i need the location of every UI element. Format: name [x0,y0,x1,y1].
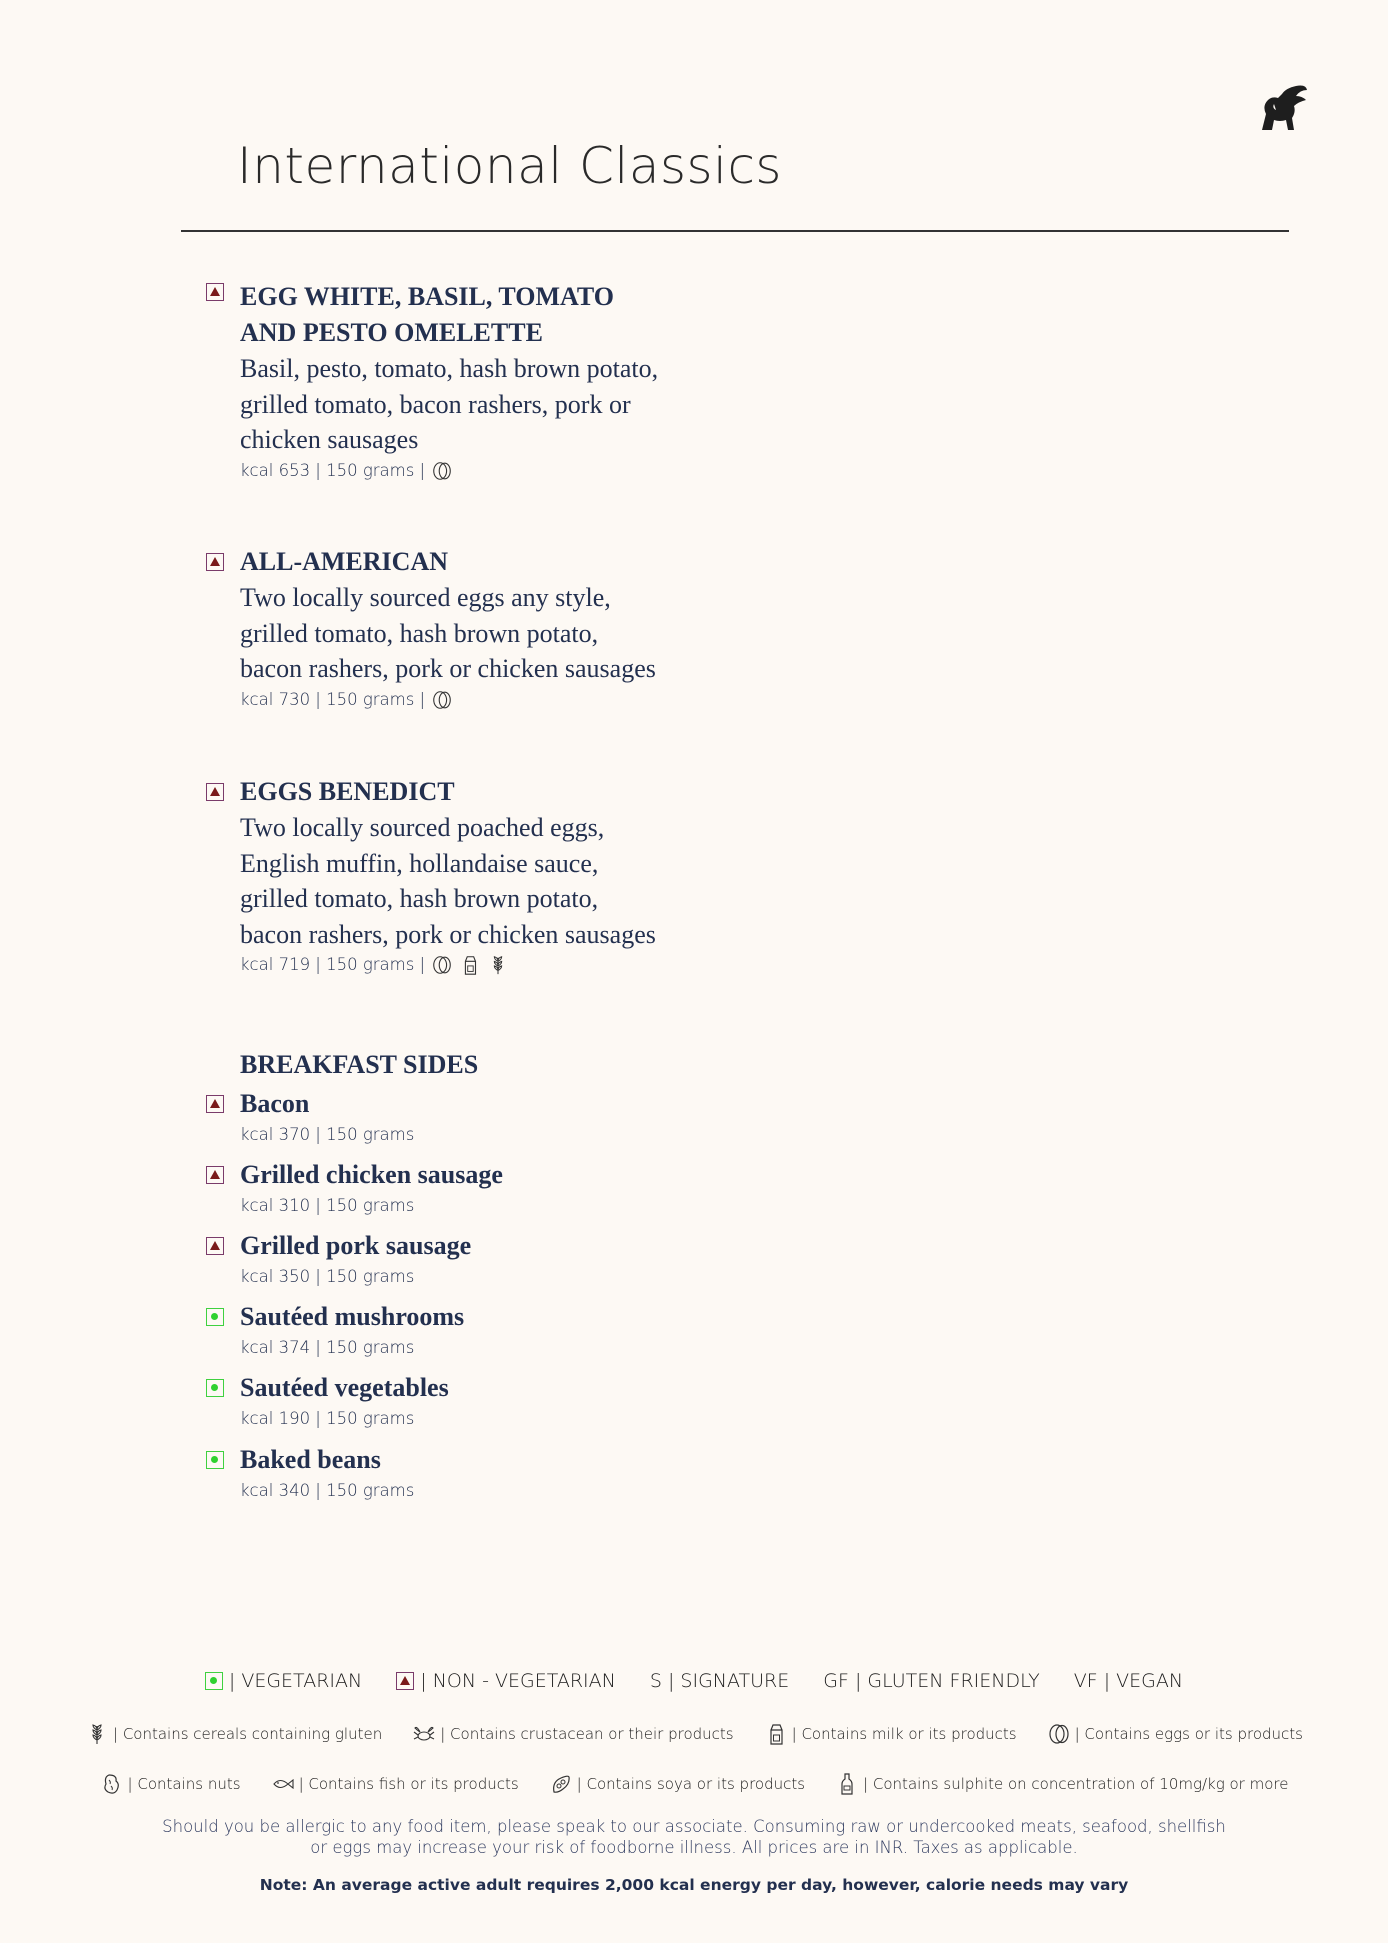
dish-item [206,774,806,978]
side-item: Baked beans kcal 340 | 150 grams [206,1443,706,1505]
calorie-note: Note: An average active adult requires 2,000 kcal energy per day, however, calorie needs may vary [259,1876,1129,1894]
veg-mark-icon [205,1672,223,1690]
side-item: Grilled chicken sausage kcal 310 | 150 grams [206,1158,706,1220]
veg-mark-icon [206,1451,224,1469]
veg-mark-icon [206,1379,224,1397]
sulphite-icon [835,1772,859,1796]
gluten-icon [487,954,509,976]
dish-name: EGG WHITE, BASIL, TOMATO AND PESTO OMELETTE [240,282,614,347]
crustacean-icon [412,1722,436,1746]
dish-meta: kcal 653 | 150 grams | [240,458,806,484]
non-veg-mark-icon [206,1237,224,1255]
allergen-soya: | Contains soya or its products [549,1772,805,1796]
title-divider [181,230,1289,232]
legend-vegan: VF | VEGAN [1073,1670,1184,1692]
page-title: International Classics [237,137,782,195]
milk-icon [764,1722,788,1746]
side-item: Grilled pork sausage kcal 350 | 150 grams [206,1229,706,1291]
allergen-legend-row [0,1722,1388,1746]
section-title: BREAKFAST SIDES [240,1050,479,1079]
soya-icon [549,1772,573,1796]
dish-description: Two locally sourced poached eggs, English muffin, hollandaise sauce, grilled tomato, hash brown potato, bacon rashers, pork or chicken sausages [240,813,656,949]
milk-icon [459,954,481,976]
dish-name: EGGS BENEDICT [240,777,455,806]
dish-meta: kcal 730 | 150 grams | [240,687,806,713]
legend [0,1670,1388,1692]
legend-vegetarian: | VEGETARIAN [205,1670,362,1692]
fish-icon [271,1772,295,1796]
non-veg-mark-icon [206,783,224,801]
legend-gluten-friendly: GF | GLUTEN FRIENDLY [823,1670,1040,1692]
side-item: Sautéed vegetables kcal 190 | 150 grams [206,1371,706,1433]
allergen-sulphite: | Contains sulphite on concentration of 10mg/kg or more [835,1772,1288,1796]
legend-non-vegetarian: | NON - VEGETARIAN [396,1670,616,1692]
egg-icon [431,689,453,711]
dish-description: Two locally sourced eggs any style, grilled tomato, hash brown potato, bacon rashers, pork or chicken sausages [240,583,656,683]
allergen-crustacean: | Contains crustacean or their products [412,1722,733,1746]
dish-item [206,279,806,484]
non-veg-mark-icon [206,1095,224,1113]
dish-description: Basil, pesto, tomato, hash brown potato, grilled tomato, bacon rashers, pork or chicken sausages [240,354,659,454]
gluten-icon [85,1722,109,1746]
allergen-nuts: | Contains nuts [100,1772,241,1796]
non-veg-mark-icon [206,283,224,301]
allergen-eggs: | Contains eggs or its products [1047,1722,1303,1746]
egg-icon [431,460,453,482]
allergen-legend-row [0,1772,1388,1796]
griffin-logo-icon [1252,84,1308,132]
egg-icon [431,954,453,976]
non-veg-mark-icon [206,1166,224,1184]
veg-mark-icon [206,1308,224,1326]
allergen-fish: | Contains fish or its products [271,1772,519,1796]
egg-icon [1047,1722,1071,1746]
side-item: Bacon kcal 370 | 150 grams [206,1087,706,1149]
legend-signature: S | SIGNATURE [649,1670,790,1692]
non-veg-mark-icon [396,1672,414,1690]
non-veg-mark-icon [206,553,224,571]
nuts-icon [100,1772,124,1796]
allergen-gluten: | Contains cereals containing gluten [85,1722,382,1746]
allergen-milk: | Contains milk or its products [764,1722,1017,1746]
dish-name: ALL-AMERICAN [240,547,448,576]
side-item: Sautéed mushrooms kcal 374 | 150 grams [206,1300,706,1362]
dish-item [206,544,806,713]
allergy-notice: Should you be allergic to any food item, please speak to our associate. Consuming raw or undercooked meats, seafood, shellfish or eggs may increase your risk of foodborne illness. All prices are in INR. Taxes as applicable. [162,1817,1226,1857]
dish-meta: kcal 719 | 150 grams | [240,952,806,978]
